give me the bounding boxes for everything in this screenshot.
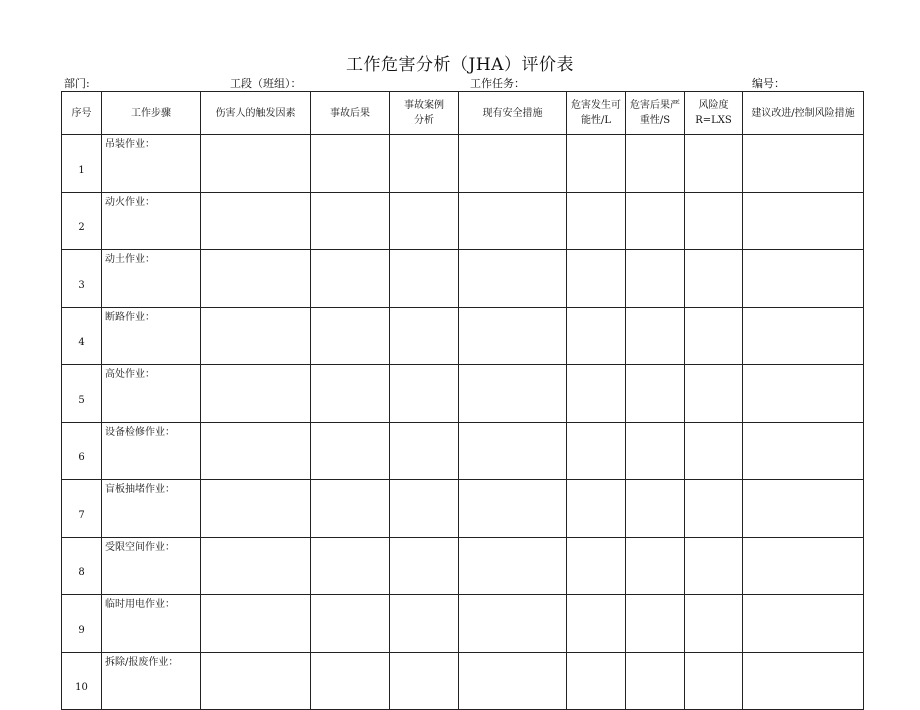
row-number: 4: [62, 307, 102, 365]
empty-cell: [626, 537, 685, 595]
empty-cell: [311, 537, 390, 595]
empty-cell: [390, 135, 459, 193]
header-improvement: 建议改进/控制风险措施: [743, 92, 864, 135]
empty-cell: [390, 652, 459, 710]
empty-cell: [567, 250, 626, 308]
empty-cell: [459, 422, 567, 480]
empty-cell: [201, 192, 311, 250]
header-safety-measures: 现有安全措施: [459, 92, 567, 135]
empty-cell: [201, 595, 311, 653]
empty-cell: [459, 192, 567, 250]
row-step: 动土作业：: [102, 250, 201, 308]
row-number: 2: [62, 192, 102, 250]
section-label: 工段（班组）：: [230, 77, 302, 90]
row-step: 设备检修作业：: [102, 422, 201, 480]
empty-cell: [567, 307, 626, 365]
row-step: 受限空间作业：: [102, 537, 201, 595]
header-likelihood: 危害发生可能性/L: [567, 92, 626, 135]
empty-cell: [390, 250, 459, 308]
header-severity: 危害后果严重性/S: [626, 92, 685, 135]
empty-cell: [390, 595, 459, 653]
empty-cell: [459, 480, 567, 538]
empty-cell: [459, 652, 567, 710]
page-title: 工作危害分析（JHA）评价表: [346, 55, 574, 75]
empty-cell: [311, 480, 390, 538]
empty-cell: [626, 365, 685, 423]
header-trigger: 伤害人的触发因素: [201, 92, 311, 135]
empty-cell: [685, 652, 743, 710]
empty-cell: [390, 365, 459, 423]
empty-cell: [626, 480, 685, 538]
task-label: 工作任务：: [470, 77, 525, 90]
jha-table: [61, 91, 864, 710]
table-row: [62, 422, 864, 480]
empty-cell: [567, 595, 626, 653]
table-row: [62, 135, 864, 193]
empty-cell: [743, 135, 864, 193]
empty-cell: [743, 595, 864, 653]
empty-cell: [459, 135, 567, 193]
empty-cell: [459, 537, 567, 595]
empty-cell: [311, 192, 390, 250]
empty-cell: [201, 135, 311, 193]
row-number: 7: [62, 480, 102, 538]
table-row: [62, 192, 864, 250]
row-step: 动火作业：: [102, 192, 201, 250]
empty-cell: [567, 480, 626, 538]
empty-cell: [311, 365, 390, 423]
empty-cell: [685, 422, 743, 480]
empty-cell: [626, 652, 685, 710]
empty-cell: [390, 422, 459, 480]
empty-cell: [743, 537, 864, 595]
empty-cell: [201, 537, 311, 595]
empty-cell: [390, 307, 459, 365]
empty-cell: [311, 422, 390, 480]
empty-cell: [685, 250, 743, 308]
empty-cell: [459, 595, 567, 653]
empty-cell: [311, 307, 390, 365]
empty-cell: [459, 250, 567, 308]
empty-cell: [743, 365, 864, 423]
header-consequence: 事故后果: [311, 92, 390, 135]
empty-cell: [685, 480, 743, 538]
table-row: [62, 480, 864, 538]
row-number: 10: [62, 652, 102, 710]
empty-cell: [567, 365, 626, 423]
row-step: 临时用电作业：: [102, 595, 201, 653]
row-step: 吊装作业：: [102, 135, 201, 193]
empty-cell: [626, 595, 685, 653]
empty-cell: [567, 537, 626, 595]
empty-cell: [311, 135, 390, 193]
empty-cell: [626, 135, 685, 193]
header-risk: 风险度R=LXS: [685, 92, 743, 135]
empty-cell: [685, 135, 743, 193]
row-number: 5: [62, 365, 102, 423]
empty-cell: [567, 135, 626, 193]
row-step: 断路作业：: [102, 307, 201, 365]
header-no: 序号: [62, 92, 102, 135]
empty-cell: [626, 307, 685, 365]
header-case-analysis: 事故案例分析: [390, 92, 459, 135]
empty-cell: [626, 192, 685, 250]
empty-cell: [743, 250, 864, 308]
empty-cell: [459, 365, 567, 423]
empty-cell: [743, 480, 864, 538]
empty-cell: [201, 480, 311, 538]
empty-cell: [311, 250, 390, 308]
empty-cell: [685, 365, 743, 423]
empty-cell: [743, 652, 864, 710]
empty-cell: [201, 307, 311, 365]
header-row: [62, 92, 864, 135]
empty-cell: [626, 250, 685, 308]
empty-cell: [685, 537, 743, 595]
table-row: [62, 307, 864, 365]
empty-cell: [201, 422, 311, 480]
empty-cell: [390, 192, 459, 250]
empty-cell: [567, 652, 626, 710]
table-row: [62, 537, 864, 595]
row-number: 1: [62, 135, 102, 193]
table-row: [62, 250, 864, 308]
empty-cell: [626, 422, 685, 480]
row-number: 3: [62, 250, 102, 308]
empty-cell: [201, 652, 311, 710]
number-label: 编号：: [752, 77, 785, 90]
empty-cell: [743, 192, 864, 250]
table-row: [62, 652, 864, 710]
table-row: [62, 365, 864, 423]
row-number: 6: [62, 422, 102, 480]
row-step: 高处作业：: [102, 365, 201, 423]
empty-cell: [685, 595, 743, 653]
row-number: 9: [62, 595, 102, 653]
empty-cell: [311, 652, 390, 710]
empty-cell: [743, 422, 864, 480]
empty-cell: [390, 480, 459, 538]
empty-cell: [567, 422, 626, 480]
empty-cell: [685, 307, 743, 365]
empty-cell: [201, 365, 311, 423]
row-number: 8: [62, 537, 102, 595]
row-step: 拆除/报废作业：: [102, 652, 201, 710]
empty-cell: [459, 307, 567, 365]
empty-cell: [743, 307, 864, 365]
table-row: [62, 595, 864, 653]
department-label: 部门:: [64, 77, 90, 90]
header-step: 工作步骤: [102, 92, 201, 135]
empty-cell: [311, 595, 390, 653]
empty-cell: [201, 250, 311, 308]
row-step: 盲板抽堵作业：: [102, 480, 201, 538]
empty-cell: [567, 192, 626, 250]
empty-cell: [685, 192, 743, 250]
empty-cell: [390, 537, 459, 595]
